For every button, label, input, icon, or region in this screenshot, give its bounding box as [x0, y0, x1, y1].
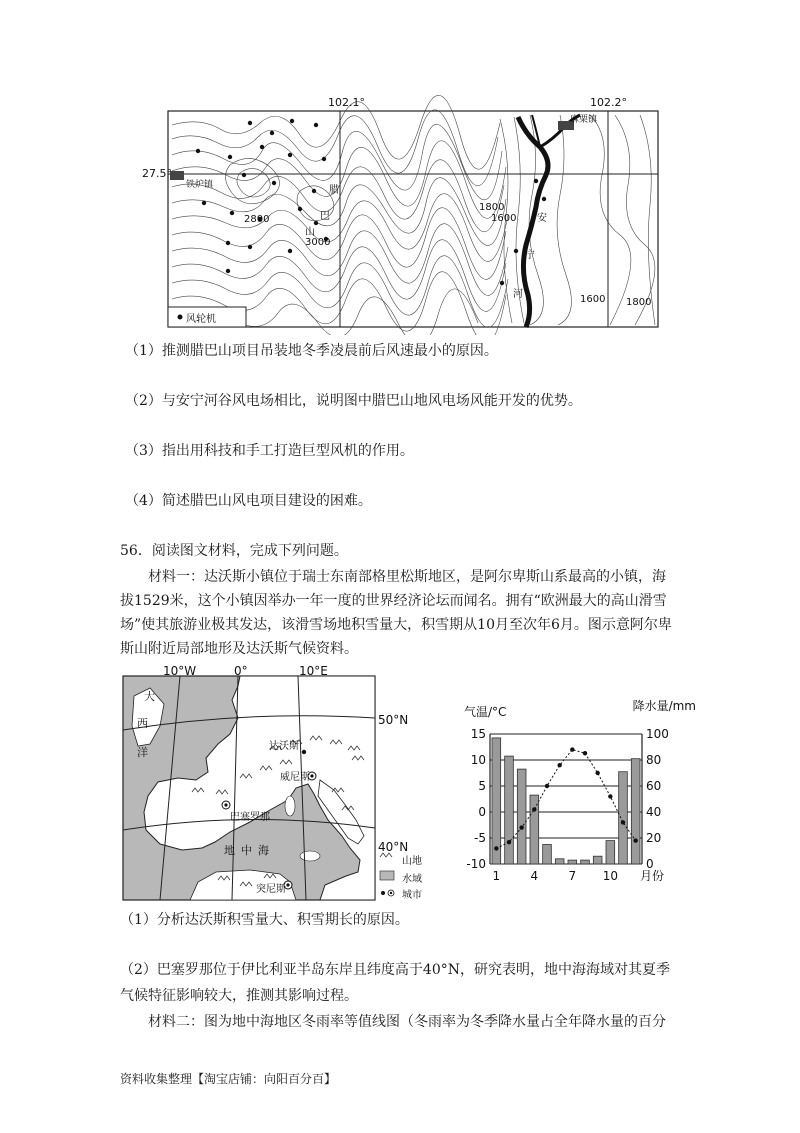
sea-label-2: 中	[241, 844, 252, 857]
temp-tick-label: 5	[478, 779, 486, 793]
precip-tick-label: 60	[646, 779, 662, 793]
precip-tick-label: 40	[646, 805, 662, 819]
city-tunis: 突尼斯	[256, 884, 286, 895]
ocean-label-2: 西	[137, 717, 148, 730]
lon-label-right: 102.2°	[590, 96, 627, 109]
contour-label: 1800	[479, 202, 505, 213]
x-axis-label: 月份	[640, 869, 665, 883]
river-name-3: 河	[513, 289, 523, 300]
lat-label: 27.5°	[142, 167, 172, 180]
temperature-point	[583, 751, 587, 755]
question-2: （2）与安宁河谷风电场相比，说明图中腊巴山地风电场风能开发的优势。	[125, 393, 582, 409]
q56-sub2-line2: 气候特征影响较大，推测其影响过程。	[120, 988, 358, 1004]
temperature-point	[532, 807, 536, 811]
month-tick-label: 4	[530, 869, 539, 883]
month-tick-label: 10	[602, 869, 618, 883]
ocean-label-3: 洋	[137, 746, 148, 759]
legend-turbine-label: 风轮机	[186, 314, 216, 325]
precip-tick-label: 20	[646, 831, 662, 845]
lon-label-left: 102.1°	[328, 96, 365, 109]
river-name-1: 安	[537, 213, 547, 224]
legend-mountain: 山地	[402, 856, 422, 867]
lat-50n: 50°N	[378, 713, 409, 727]
month-tick-label: 1	[492, 869, 501, 883]
question-4: （4）简述腊巴山风电项目建设的困难。	[125, 493, 372, 509]
q56-material1: 材料一：达沃斯小镇位于瑞士东南部格里松斯地区，是阿尔卑斯山系最高的小镇，海拔1529米，这个小镇因举办一年一度的世界经济论坛而闻名。拥有“欧洲最大的高山滑雪场”使其旅游业极其发达，该滑雪场地积雪量大，积雪期从10月至次年6月。图示意阿尔卑斯山附近局部地形及达沃斯气候资料。	[120, 569, 672, 657]
footer-note: 资料收集整理【淘宝店铺：向阳百分百】	[120, 1072, 337, 1086]
mountain-name-1: 腊	[329, 185, 339, 196]
mountain-name-3: 山	[305, 227, 315, 238]
lon-10e: 10°E	[299, 664, 328, 678]
q56-sub2-line1: （2）巴塞罗那位于伊比利亚半岛东岸且纬度高于40°N，研究表明，地中海海域对其夏季	[120, 962, 670, 978]
precip-bar	[543, 845, 552, 865]
precip-bar	[593, 856, 602, 864]
y-axis-label-left: 气温/°C	[464, 705, 507, 719]
lon-0: 0°	[234, 664, 248, 678]
city-venice: 威尼斯	[280, 772, 310, 783]
europe-legend	[380, 853, 394, 896]
precip-bar	[619, 772, 628, 864]
q56-title: 56．阅读图文材料，完成下列问题。	[120, 543, 348, 559]
precip-bar	[555, 859, 564, 864]
precip-tick-label: 100	[646, 727, 669, 741]
temperature-point	[494, 846, 498, 850]
question-1: （1）推测腊巴山项目吊装地冬季凌晨前后风速最小的原因。	[125, 343, 498, 359]
temperature-point	[507, 840, 511, 844]
contour-label: 1800	[626, 297, 652, 308]
precip-bar	[606, 841, 615, 864]
temperature-point	[621, 820, 625, 824]
city-barcelona: 巴塞罗那	[230, 812, 270, 823]
temp-tick-label: -5	[474, 831, 486, 845]
temperature-point	[557, 763, 561, 767]
mountain-name-2: 巴	[320, 211, 330, 222]
river-name-2: 宁	[525, 250, 535, 261]
precip-bar	[581, 860, 590, 864]
q56-material2: 材料二：图为地中海地区冬雨率等值线图（冬雨率为冬季降水量占全年降水量的百分	[148, 1014, 666, 1030]
precip-tick-label: 80	[646, 753, 662, 767]
precip-bar	[568, 860, 577, 864]
sea-label-3: 海	[258, 844, 269, 857]
temp-tick-label: 0	[478, 805, 486, 819]
precip-bar	[517, 769, 526, 864]
temp-tick-label: 10	[470, 753, 486, 767]
sea-label-1: 地	[224, 844, 235, 857]
contour-label: 1600	[491, 213, 517, 224]
climate-chart	[460, 698, 700, 888]
lat-40n: 40°N	[378, 840, 409, 854]
precip-bar	[631, 759, 640, 864]
temperature-point	[608, 794, 612, 798]
legend-water: 水域	[402, 874, 422, 885]
temperature-point	[633, 838, 637, 842]
precip-bar	[530, 795, 539, 864]
temperature-point	[519, 825, 523, 829]
temperature-point	[570, 747, 574, 751]
month-tick-label: 7	[568, 869, 577, 883]
question-3: （3）指出用科技和手工打造巨型风机的作用。	[125, 443, 414, 459]
town-tiehu-label: 铁炉镇	[186, 180, 214, 190]
legend-city: 城市	[402, 890, 422, 901]
precip-bar	[505, 756, 514, 864]
ocean-label-1: 大	[144, 690, 155, 703]
temp-tick-label: -10	[466, 857, 486, 871]
city-davos: 达沃斯	[269, 741, 299, 752]
town-maguo-label: 麻栗镇	[570, 115, 598, 125]
contour-label: 1600	[580, 294, 606, 305]
precip-tick-label: 0	[646, 857, 654, 871]
q56-sub1: （1）分析达沃斯积雪量大、积雪期长的原因。	[120, 912, 409, 928]
temperature-point	[595, 771, 599, 775]
contour-label: 2800	[244, 214, 270, 225]
y-axis-label-right: 降水量/mm	[632, 699, 696, 713]
precip-bar	[492, 738, 501, 864]
tiehu-town-marker	[170, 171, 184, 180]
temperature-point	[545, 784, 549, 788]
lon-10w: 10°W	[163, 664, 197, 678]
contour-label: 3000	[305, 237, 331, 248]
temp-tick-label: 15	[470, 727, 486, 741]
